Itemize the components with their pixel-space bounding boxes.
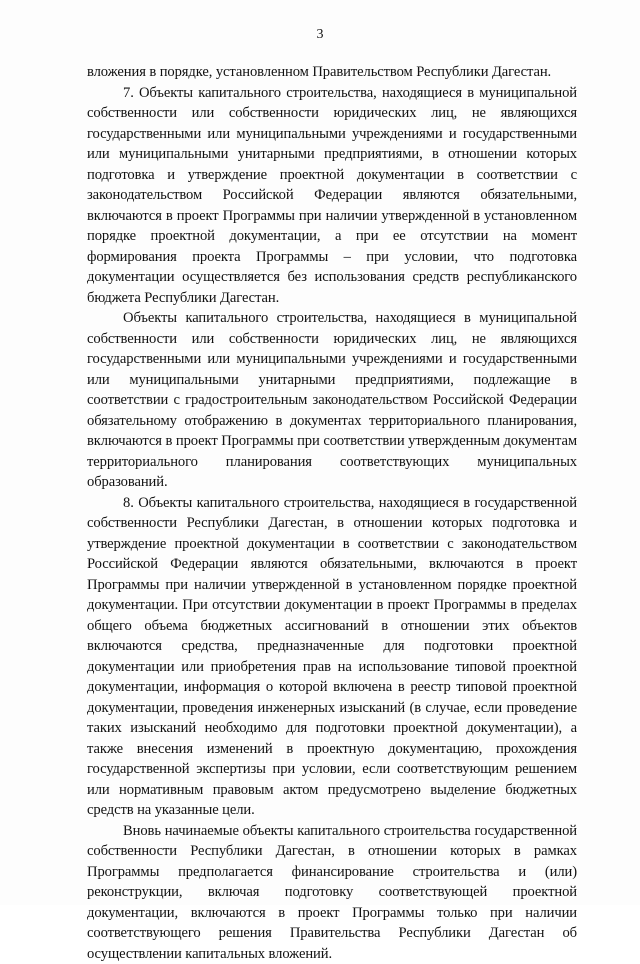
paragraph-continuation: вложения в порядке, установленном Правительством Республики Дагестан. <box>87 62 577 83</box>
paragraph-municipal-objects: Объекты капитального строительства, находящиеся в муниципальной собственности или собственности юридических лиц, не являющихся государственными или муниципальными учреждениями и государственными или муниципальными унитарными предприятиями, подлежащие в соответствии с градостроительным законодательством Российской Федерации обязательному отображению в документах территориального планирования, включаются в проект Программы при соответствии утвержденным документам территориального планирования соответствующих муниципальных образований. <box>87 308 577 493</box>
paragraph-item-8: 8. Объекты капитального строительства, находящиеся в государственной собственности Республики Дагестан, в отношении которых подготовка и утверждение проектной документации в соответствии с законодательством Российской Федерации являются обязательными, включаются в проект Программы при наличии утвержденной в установленном порядке проектной документации. При отсутствии документации в проект Программы в пределах общего объема бюджетных ассигнований в отношении этих объектов включаются средства, предназначенные для подготовки проектной документации или приобретения прав на использование типовой проектной документации, информация о которой включена в реестр типовой проектной документации, проведения инженерных изысканий (в случае, если проведение таких изысканий необходимо для подготовки проектной документации), а также внесения изменений в проектную документацию, прохождения государственной экспертизы при условии, если соответствующим решением или нормативным правовым актом предусмотрено выделение бюджетных средств на указанные цели. <box>87 493 577 821</box>
paragraph-new-objects: Вновь начинаемые объекты капитального строительства государственной собственности Республики Дагестан, в отношении которых в рамках Программы предполагается финансирование строительства и (или) реконструкции, включая подготовку соответствующей проектной документации, включаются в проект Программы только при наличии соответствующего решения Правительства Республики Дагестан об осуществлении капитальных вложений. <box>87 821 577 964</box>
document-body <box>87 62 577 964</box>
paragraph-item-7: 7. Объекты капитального строительства, находящиеся в муниципальной собственности или собственности юридических лиц, не являющихся государственными или муниципальными учреждениями и государственными или муниципальными унитарными предприятиями, в отношении которых подготовка и утверждение проектной документации в соответствии с законодательством Российской Федерации являются обязательными, включаются в проект Программы при наличии утвержденной в установленном порядке проектной документации, а при ее отсутствии на момент формирования проекта Программы – при условии, что подготовка документации осуществляется без использования средств республиканского бюджета Республики Дагестан. <box>87 83 577 309</box>
page-number: 3 <box>0 27 640 43</box>
